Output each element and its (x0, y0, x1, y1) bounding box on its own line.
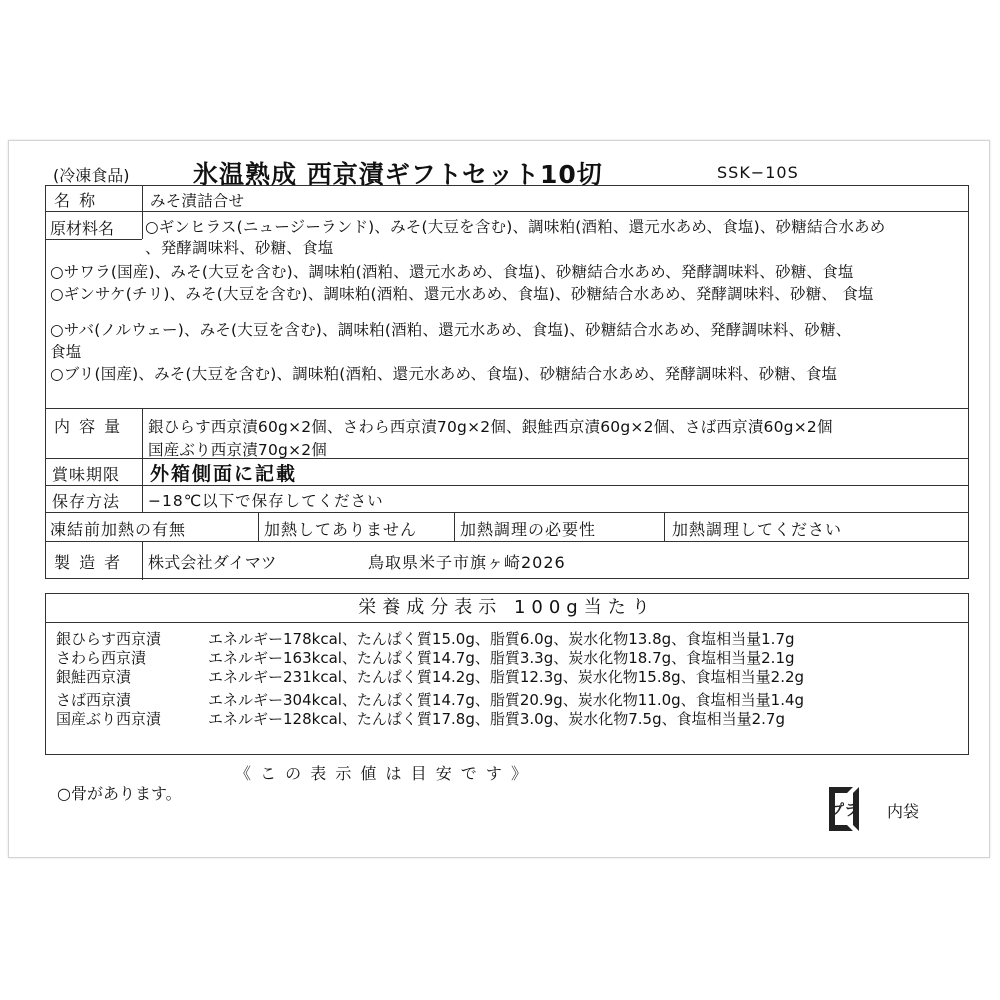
nutrition-item-values: エネルギー128kcal、たんぱく質17.8g、脂質3.0g、炭水化物7.5g、食塩相当量2.7g (208, 710, 785, 728)
column-divider (142, 186, 143, 239)
contents-line: 国産ぶり西京漬70g×2個 (148, 441, 328, 459)
recycle-mark-text: プラ (828, 801, 860, 819)
food-category: (冷凍食品) (53, 166, 130, 185)
heating-before-freeze-value: 加熱してありません (264, 520, 418, 539)
contents-label: 内 容 量 (54, 417, 123, 436)
nutrition-row (56, 708, 785, 729)
nutrition-item-name: 銀ひらす西京漬 (56, 630, 162, 648)
column-divider (258, 512, 259, 541)
expiry-label: 賞味期限 (52, 465, 121, 484)
maker-address: 鳥取県米子市旗ヶ崎2026 (368, 553, 566, 572)
nutrition-item-values: エネルギー178kcal、たんぱく質15.0g、脂質6.0g、炭水化物13.8g、食塩相当量1.7g (208, 630, 795, 648)
storage-label: 保存方法 (52, 492, 121, 511)
heating-before-freeze-label: 凍結前加熱の有無 (50, 520, 187, 539)
expiry-value: 外箱側面に記載 (150, 463, 298, 485)
plastic-recycle-icon (821, 783, 867, 835)
ingredients-line: ○サバ(ノルウェー)、みそ(大豆を含む)、調味粕(酒粕、還元水あめ、食塩)、砂糖結合水あめ、発酵調味料、砂糖、 (50, 321, 852, 339)
name-label: 名 称 (54, 191, 98, 210)
nutrition-item-name: さば西京漬 (56, 691, 132, 709)
bone-warning: ○骨があります。 (57, 784, 182, 803)
nutrition-row (56, 647, 795, 668)
nutrition-row (56, 628, 795, 649)
label-sheet (8, 140, 990, 858)
ingredients-line: ○ギンサケ(チリ)、みそ(大豆を含む)、調味粕(酒粕、還元水あめ、食塩)、砂糖結合水あめ、発酵調味料、砂糖、 食塩 (50, 285, 874, 303)
row-divider (46, 512, 968, 513)
column-divider (454, 512, 455, 541)
row-divider (46, 239, 142, 240)
maker-company: 株式会社ダイマツ (148, 553, 277, 572)
nutrition-item-values: エネルギー163kcal、たんぱく質14.7g、脂質3.3g、炭水化物18.7g、食塩相当量2.1g (208, 649, 795, 667)
row-divider (46, 211, 968, 212)
cooking-required-label: 加熱調理の必要性 (460, 520, 597, 539)
ingredients-line: ○ブリ(国産)、みそ(大豆を含む)、調味粕(酒粕、還元水あめ、食塩)、砂糖結合水あめ、発酵調味料、砂糖、食塩 (50, 365, 838, 383)
nutrition-row (56, 689, 805, 710)
nutrition-item-name: 銀鮭西京漬 (56, 668, 132, 686)
maker-label: 製 造 者 (54, 553, 123, 572)
row-divider (46, 408, 968, 409)
nutrition-item-values: エネルギー231kcal、たんぱく質14.2g、脂質12.3g、炭水化物15.8g、食塩相当量2.2g (208, 668, 805, 686)
cooking-required-value: 加熱調理してください (672, 520, 843, 539)
nutrition-row (56, 666, 805, 687)
ingredients-line: 、発酵調味料、砂糖、食塩 (145, 239, 334, 257)
estimate-note: 《 こ の 表 示 値 は 目 安 で す 》 (235, 764, 529, 783)
recycle-label: 内袋 (887, 802, 920, 821)
nutrition-item-name: 国産ぶり西京漬 (56, 710, 162, 728)
product-title: 氷温熟成 西京漬ギフトセット10切 (193, 160, 603, 189)
product-code: SSK−10S (717, 163, 799, 182)
label-header (53, 160, 977, 189)
nutrition-table (45, 593, 969, 755)
nutrition-item-name: さわら西京漬 (56, 649, 147, 667)
contents-line: 銀ひらす西京漬60g×2個、さわら西京漬70g×2個、銀鮭西京漬60g×2個、さば西京漬60g×2個 (148, 418, 833, 436)
ingredients-line: ○ギンヒラス(ニュージーランド)、みそ(大豆を含む)、調味粕(酒粕、還元水あめ、食塩)、砂糖結合水あめ (145, 218, 886, 236)
ingredients-line: ○サワラ(国産)、みそ(大豆を含む)、調味粕(酒粕、還元水あめ、食塩)、砂糖結合水あめ、発酵調味料、砂糖、食塩 (50, 263, 854, 281)
ingredients-line: 食塩 (50, 343, 82, 361)
column-divider (142, 541, 143, 580)
column-divider (664, 512, 665, 541)
column-divider (142, 408, 143, 512)
ingredients-label: 原材料名 (50, 219, 115, 238)
name-value: みそ漬詰合せ (150, 192, 245, 210)
storage-value: −18℃以下で保存してください (148, 492, 384, 510)
label-table (45, 185, 969, 579)
nutrition-heading: 栄養成分表示 100g当たり (46, 594, 968, 623)
row-divider (46, 541, 968, 542)
nutrition-item-values: エネルギー304kcal、たんぱく質14.7g、脂質20.9g、炭水化物11.0g、食塩相当量1.4g (208, 691, 805, 709)
